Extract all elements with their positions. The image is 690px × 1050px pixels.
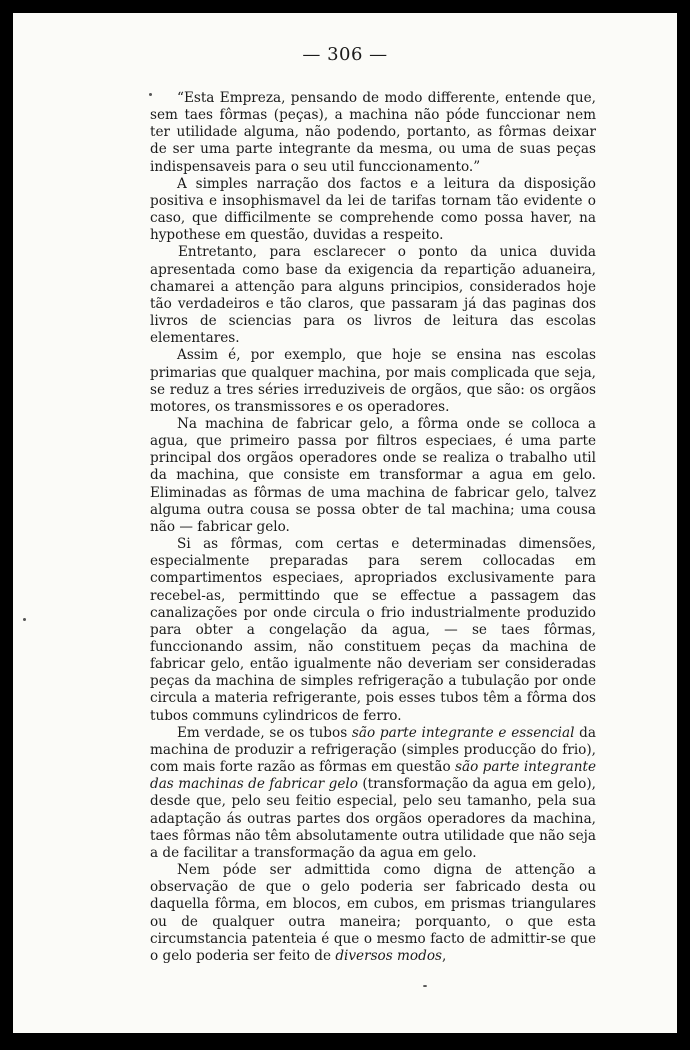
page-number: — 306 — — [302, 44, 388, 65]
paragraph-7-text-a: Em verdade, se os tubos — [177, 724, 352, 741]
paragraph-7-text-c: (transformação da agua em gelo), desde que, pelo seu feitio especial, pelo seu tamanho, pela sua adaptação ás outras partes dos orgãos operadores da machina, taes fôrmas não têm absolutamente outra utilidade que não seja a de facilitar a transformação da agua em gelo. — [150, 776, 596, 861]
paragraph-1-text: “Esta Empreza, pensando de modo differente, entende que, sem taes fôrmas (peças), a machina não póde funccionar nem ter utilidade alguma, não podendo, portanto, as fôrmas deixar de ser uma parte integrante da mesma, ou uma de suas peças indispensaveis para o seu util funccionamento.” — [150, 90, 596, 175]
paragraph-4-text: Assim é, por exemplo, que hoje se ensina nas escolas primarias que qualquer machina, por mais complicada que seja, se reduz a tres séries irreduziveis de orgãos, que são: os orgãos motores, os transmissores e os operadores. — [150, 347, 596, 415]
scan-speck — [423, 985, 427, 987]
paragraph-7-italic-a: são parte integrante e essencial — [351, 724, 575, 741]
paragraph-4 — [150, 347, 596, 416]
paragraph-5-text: Na machina de fabricar gelo, a fôrma onde se colloca a agua, que primeiro passa por filtros especiaes, é uma parte principal dos orgãos operadores onde se realiza o trabalho util da machina, que consiste em transformar a agua em gelo. Eliminadas as fôrmas de uma machina de fabricar gelo, talvez alguma outra cousa se possa obter de tal machina; uma cousa não — fabricar gelo. — [150, 415, 596, 535]
paragraph-3-text: Entretanto, para esclarecer o ponto da unica duvida apresentada como base da exigencia da repartição aduaneira, chamarei a attenção para alguns principios, considerados hoje tão verdadeiros e tão claros, que passaram já das paginas dos livros de sciencias para os livros de leitura das escolas elementares. — [150, 244, 596, 347]
paragraph-2 — [150, 176, 596, 245]
paragraph-3 — [150, 244, 596, 347]
scan-speck — [149, 93, 152, 96]
paragraph-8-text-a: Nem póde ser admittida como digna de attenção a observação de que o gelo poderia ser fabricado desta ou daquella fôrma, em blocos, em cubos, em prismas triangulares ou de qualquer outra maneira; porquanto, o que esta circumstancia patenteia é que o mesmo facto de admittir-se que o gelo poderia ser feito de — [150, 862, 596, 964]
body-text — [150, 90, 596, 965]
paragraph-2-text: A simples narração dos factos e a leitura da disposição positiva e insophismavel da lei de tarifas tornam tão evidente o caso, que difficilmente se comprehende como possa haver, na hypothese em questão, duvidas a respeito. — [150, 175, 596, 244]
paragraph-7 — [150, 725, 596, 862]
scan-speck — [23, 618, 26, 621]
paragraph-1 — [150, 90, 596, 176]
paragraph-7-italic-b: são parte integrante das machinas de fabricar gelo — [150, 759, 596, 793]
paragraph-5 — [150, 416, 596, 536]
paragraph-7-text-b: da machina de produzir a refrigeração (simples producção do frio), com mais forte razão as fôrmas em questão — [150, 724, 596, 776]
paragraph-8-italic: diversos modos — [335, 947, 442, 964]
paragraph-6 — [150, 536, 596, 725]
paragraph-8-text-b: , — [441, 947, 447, 964]
paragraph-8 — [150, 862, 596, 965]
scanned-page — [13, 13, 677, 1033]
paragraph-6-text: Si as fôrmas, com certas e determinadas dimensões, especialmente preparadas para serem collocadas em compartimentos especiaes, apropriados exclusivamente para recebel-as, permittindo que se effectue a passagem das canalizações por onde circula o frio industrialmente produzido para obter a congelação da agua, — se taes fôrmas, funccionando assim, não constituem peças da machina de fabricar gelo, então igualmente não deveriam ser consideradas peças da machina de simples refrigeração a tubulação por onde circula a materia refrigerante, pois esses tubos têm a fôrma dos tubos communs cylindricos de ferro. — [150, 536, 596, 724]
